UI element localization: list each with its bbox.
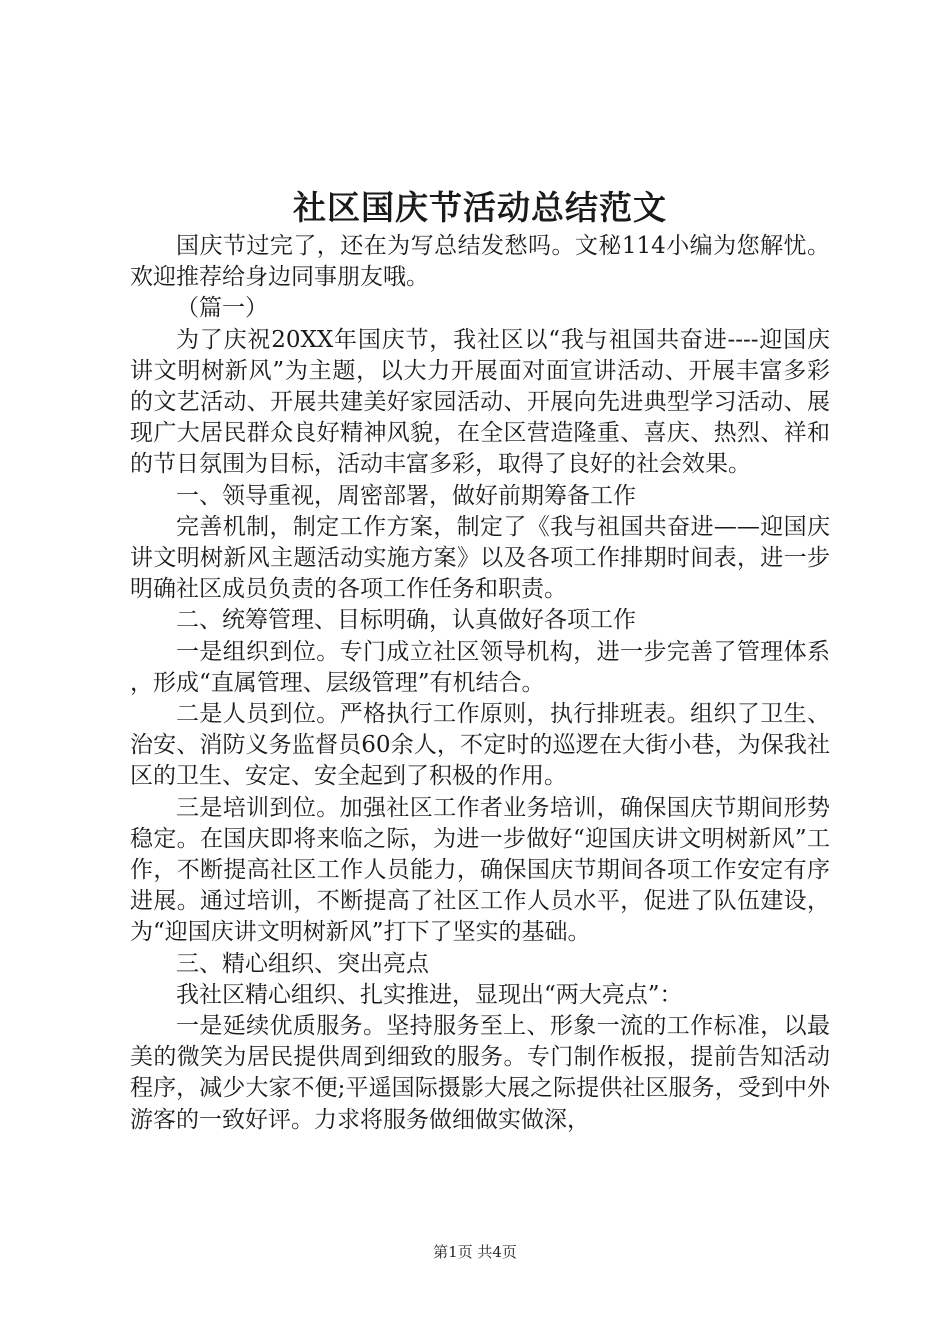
paragraph-mechanism: 完善机制，制定工作方案，制定了《我与祖国共奋进——迎国庆讲文明树新风主题活动实施方案》以及各项工作排期时间表，进一步明确社区成员负责的各项工作任务和职责。 xyxy=(130,513,830,603)
section-heading-2: 二、统筹管理、目标明确，认真做好各项工作 xyxy=(176,607,636,634)
paragraph-personnel: 二是人员到位。严格执行工作原则，执行排班表。组织了卫生、治安、消防义务监督员60余人，不定时的巡逻在大街小巷，为保我社区的卫生、安定、安全起到了积极的作用。 xyxy=(130,701,830,790)
document-title: 社区国庆节活动总结范文 xyxy=(293,188,667,227)
paragraph-intro: 国庆节过完了，还在为写总结发愁吗。文秘114小编为您解忧。欢迎推荐给身边同事朋友哦。 xyxy=(130,233,830,291)
section-heading-1: 一、领导重视，周密部署，做好前期筹备工作 xyxy=(176,482,636,509)
paragraph-training: 三是培训到位。加强社区工作者业务培训，确保国庆节期间形势稳定。在国庆即将来临之际，为进一步做好“迎国庆讲文明树新风”工作，不断提高社区工作人员能力，确保国庆节期间各项工作安定有序进展。通过培训，不断提高了社区工作人员水平，促进了队伍建设，为“迎国庆讲文明树新风”打下了坚实的基础。 xyxy=(130,794,830,946)
section-heading-3: 三、精心组织、突出亮点 xyxy=(176,950,429,977)
document-body xyxy=(130,231,830,1136)
paragraph-overview: 为了庆祝20XX年国庆节，我社区以“我与祖国共奋进----迎国庆讲文明树新风”为主题，以大力开展面对面宣讲活动、开展丰富多彩的文艺活动、开展共建美好家园活动、开展向先进典型学习活动、展现广大居民群众良好精神风貌，在全区营造隆重、喜庆、热烈、祥和的节日氛围为目标，活动丰富多彩，取得了良好的社会效果。 xyxy=(130,326,830,478)
paragraph-organization: 一是组织到位。专门成立社区领导机构，进一步完善了管理体系，形成“直属管理、层级管理”有机结合。 xyxy=(130,638,830,696)
paragraph-part-label: （篇一） xyxy=(176,295,268,322)
paragraph-highlights-intro: 我社区精心组织、扎实推进，显现出“两大亮点”： xyxy=(176,981,683,1008)
page-footer: 第1页 共4页 xyxy=(433,1243,517,1261)
paragraph-service: 一是延续优质服务。坚持服务至上、形象一流的工作标准，以最美的微笑为居民提供周到细致的服务。专门制作板报，提前告知活动程序，减少大家不便;平遥国际摄影大展之际提供社区服务，受到中外游客的一致好评。力求将服务做细做实做深， xyxy=(130,1013,830,1133)
